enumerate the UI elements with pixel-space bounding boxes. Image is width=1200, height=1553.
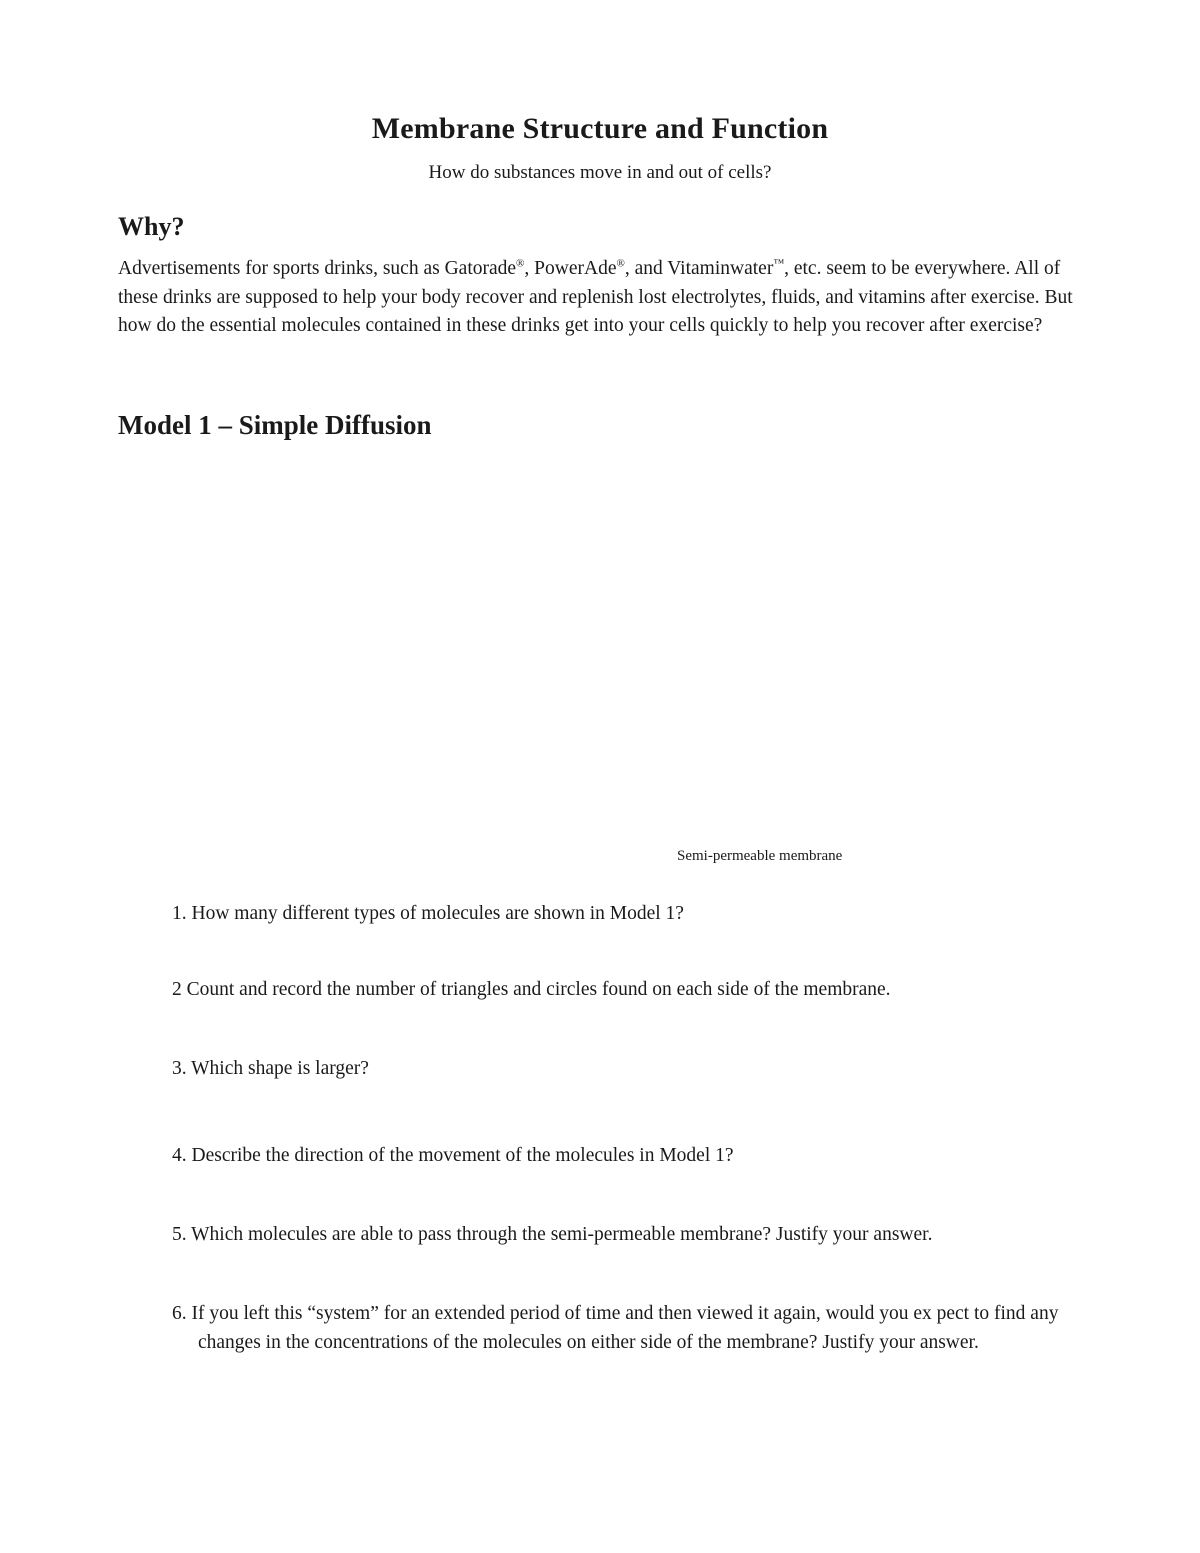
- question-5: 5. Which molecules are able to pass through the semi-permeable membrane? Justify your answer.: [172, 1224, 933, 1245]
- model-1-heading: Model 1 – Simple Diffusion: [118, 410, 432, 440]
- document-subtitle: How do substances move in and out of cells?: [428, 162, 772, 183]
- why-heading: Why?: [118, 212, 185, 241]
- registered-mark: ®: [516, 257, 525, 270]
- question-6: 6. If you left this “system” for an extended period of time and then viewed it again, would you ex pect to find any changes in the concentrations of the molecules on either side of the membrane? Justify your answer.: [172, 1303, 1059, 1353]
- question-4: 4. Describe the direction of the movement of the molecules in Model 1?: [172, 1145, 734, 1166]
- document-title: Membrane Structure and Function: [371, 112, 829, 145]
- question-1: 1. How many different types of molecules are shown in Model 1?: [172, 903, 684, 924]
- question-3: 3. Which shape is larger?: [172, 1058, 369, 1079]
- trademark-mark: ™: [773, 257, 785, 270]
- model-1-figure-placeholder: [118, 460, 1078, 840]
- why-text-4: , etc. seem to be everywhere. All of these drinks are supposed to help your body recover and replenish lost electrolytes, fluids, and vitamins after exercise. But how do the essential molecules contained in these drinks get into your cells quickly to help you recover after exercise?: [118, 258, 1073, 336]
- question-2: 2 Count and record the number of triangles and circles found on each side of the membrane.: [172, 979, 891, 1000]
- why-text-1: Advertisements for sports drinks, such as Gatorade: [118, 258, 517, 279]
- membrane-label: Semi-permeable membrane: [677, 848, 843, 864]
- registered-mark: ®: [616, 257, 625, 270]
- why-text-2: , PowerAde: [524, 258, 617, 279]
- why-paragraph: [118, 255, 1078, 341]
- why-text-3: , and Vitaminwater: [624, 258, 774, 279]
